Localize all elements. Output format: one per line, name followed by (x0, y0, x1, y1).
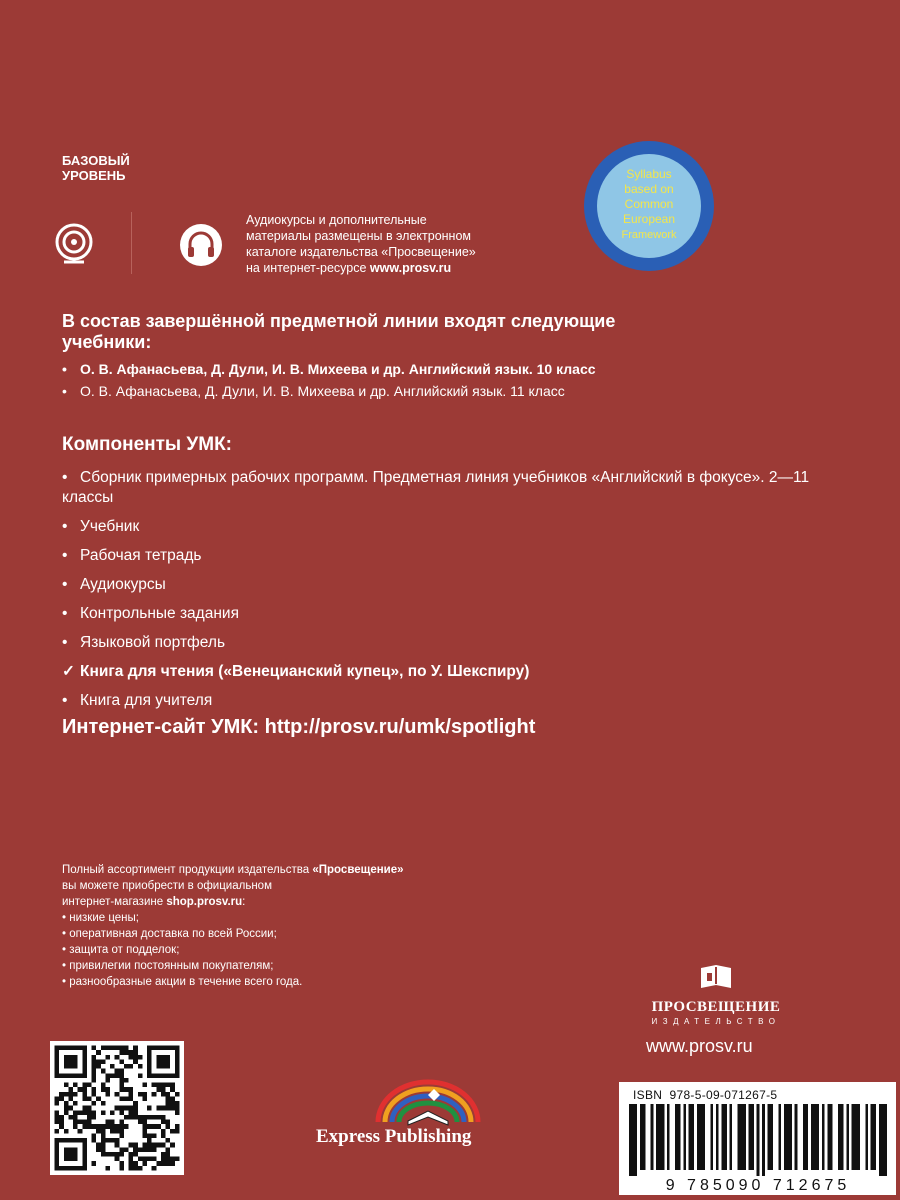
syllabus-badge (583, 140, 715, 272)
syllabus-line-2: based on (624, 182, 674, 196)
bullet-icon: • (62, 518, 68, 535)
bullet-icon: • (62, 576, 68, 593)
audio-line-4 (246, 260, 476, 276)
checkmark-icon: ✓ (62, 663, 75, 680)
bullet-icon: • (62, 928, 67, 940)
list-item: • оперативная доставка по всей России; (62, 928, 277, 940)
publisher-subtitle: ИЗДАТЕЛЬСТВО (651, 1017, 781, 1026)
qr-cells (55, 1046, 180, 1171)
umk-website-link[interactable]: Интернет-сайт УМК: http://prosv.ru/umk/spotlight (62, 716, 536, 738)
bullet-icon: • (62, 692, 68, 709)
series-heading-line-2: учебники: (62, 332, 152, 352)
shop-url-link[interactable]: shop.prosv.ru (166, 896, 243, 908)
express-publishing-logo-icon (368, 1077, 488, 1127)
shop-line-3: интернет-магазине shop.prosv.ru: (62, 896, 246, 908)
level-label (62, 153, 130, 183)
level-line-2: УРОВЕНЬ (62, 168, 126, 183)
bullet-icon: • (62, 634, 68, 651)
syllabus-line-1: Syllabus (626, 167, 672, 181)
list-item: • Языковой портфель (62, 634, 226, 651)
syllabus-line-3: Common (624, 197, 674, 211)
list-item: • Аудиокурсы (62, 576, 166, 593)
list-item: • Учебник (62, 518, 140, 535)
publisher-logo (628, 964, 804, 1026)
headphones-icon (179, 223, 223, 267)
list-item: • привилегии постоянным покупателям; (62, 960, 274, 972)
series-heading (62, 311, 762, 353)
publisher-name: ПРОСВЕЩЕНИЕ (651, 999, 781, 1015)
syllabus-line-4: European (622, 212, 676, 226)
book-logo-icon (699, 964, 733, 990)
list-item: • защита от подделок; (62, 944, 180, 956)
bullet-icon: • (62, 605, 68, 622)
level-line-1: БАЗОВЫЙ (62, 153, 130, 168)
shop-line-2: вы можете приобрести в официальном (62, 880, 272, 892)
publisher-url-link[interactable]: www.prosv.ru (646, 1036, 753, 1056)
series-book-10: • О. В. Афанасьева, Д. Дули, И. В. Михеева и др. Английский язык. 10 класс (62, 361, 596, 377)
list-item: • низкие цены; (62, 912, 139, 924)
icon-divider (131, 212, 132, 274)
list-item-current: ✓ Книга для чтения («Венецианский купец», по У. Шекспиру) (62, 663, 530, 680)
bullet-icon: • (62, 976, 67, 988)
series-heading-line-1: В состав завершённой предметной линии входят следующие (62, 311, 616, 331)
audio-materials-text (246, 212, 476, 276)
audio-url-link[interactable]: www.prosv.ru (369, 261, 452, 275)
bullet-icon: • (62, 944, 67, 956)
list-item: • Рабочая тетрадь (62, 547, 202, 564)
bullet-icon: • (62, 912, 67, 924)
electronic-catalog-icon (52, 222, 96, 266)
umk-heading: Компоненты УМК: (62, 434, 232, 455)
series-book-11: • О. В. Афанасьева, Д. Дули, И. В. Михеева и др. Английский язык. 11 класс (62, 383, 565, 399)
bullet-icon: • (62, 547, 68, 564)
qr-code (50, 1041, 184, 1175)
audio-line-3: каталоге издательства «Просвещение» (246, 245, 476, 259)
list-item: • Сборник примерных рабочих программ. Предметная линия учебников «Английский в фокусе». 2—11 классы (62, 469, 810, 506)
isbn-digits: 9 785090 712675 (665, 1177, 851, 1194)
isbn-barcode-box (619, 1082, 896, 1195)
shop-benefits-list (62, 910, 404, 990)
bullet-icon: • (62, 469, 68, 486)
shop-line-1: Полный ассортимент продукции издательства «Просвещение» (62, 864, 404, 876)
audio-line-1: Аудиокурсы и дополнительные (246, 213, 427, 227)
express-publishing-name: Express Publishing (316, 1126, 472, 1147)
series-book-11-text: О. В. Афанасьева, Д. Дули, И. В. Михеева и др. Английский язык. 11 класс (80, 383, 565, 399)
list-item: • Книга для учителя (62, 692, 213, 709)
bullet-icon: • (62, 960, 67, 972)
shop-info (62, 862, 404, 990)
audio-line-4-text: на интернет-ресурсе (246, 261, 370, 275)
list-item: • разнообразные акции в течение всего года. (62, 976, 303, 988)
syllabus-line-5: Framework (621, 229, 677, 241)
audio-line-2: материалы размещены в электронном (246, 229, 471, 243)
umk-components-list (62, 468, 822, 720)
isbn-number: ISBN 978-5-09-071267-5 (633, 1088, 778, 1102)
barcode-icon (629, 1104, 887, 1176)
series-book-10-text: О. В. Афанасьева, Д. Дули, И. В. Михеева и др. Английский язык. 10 класс (80, 361, 596, 377)
list-item: • Контрольные задания (62, 605, 239, 622)
